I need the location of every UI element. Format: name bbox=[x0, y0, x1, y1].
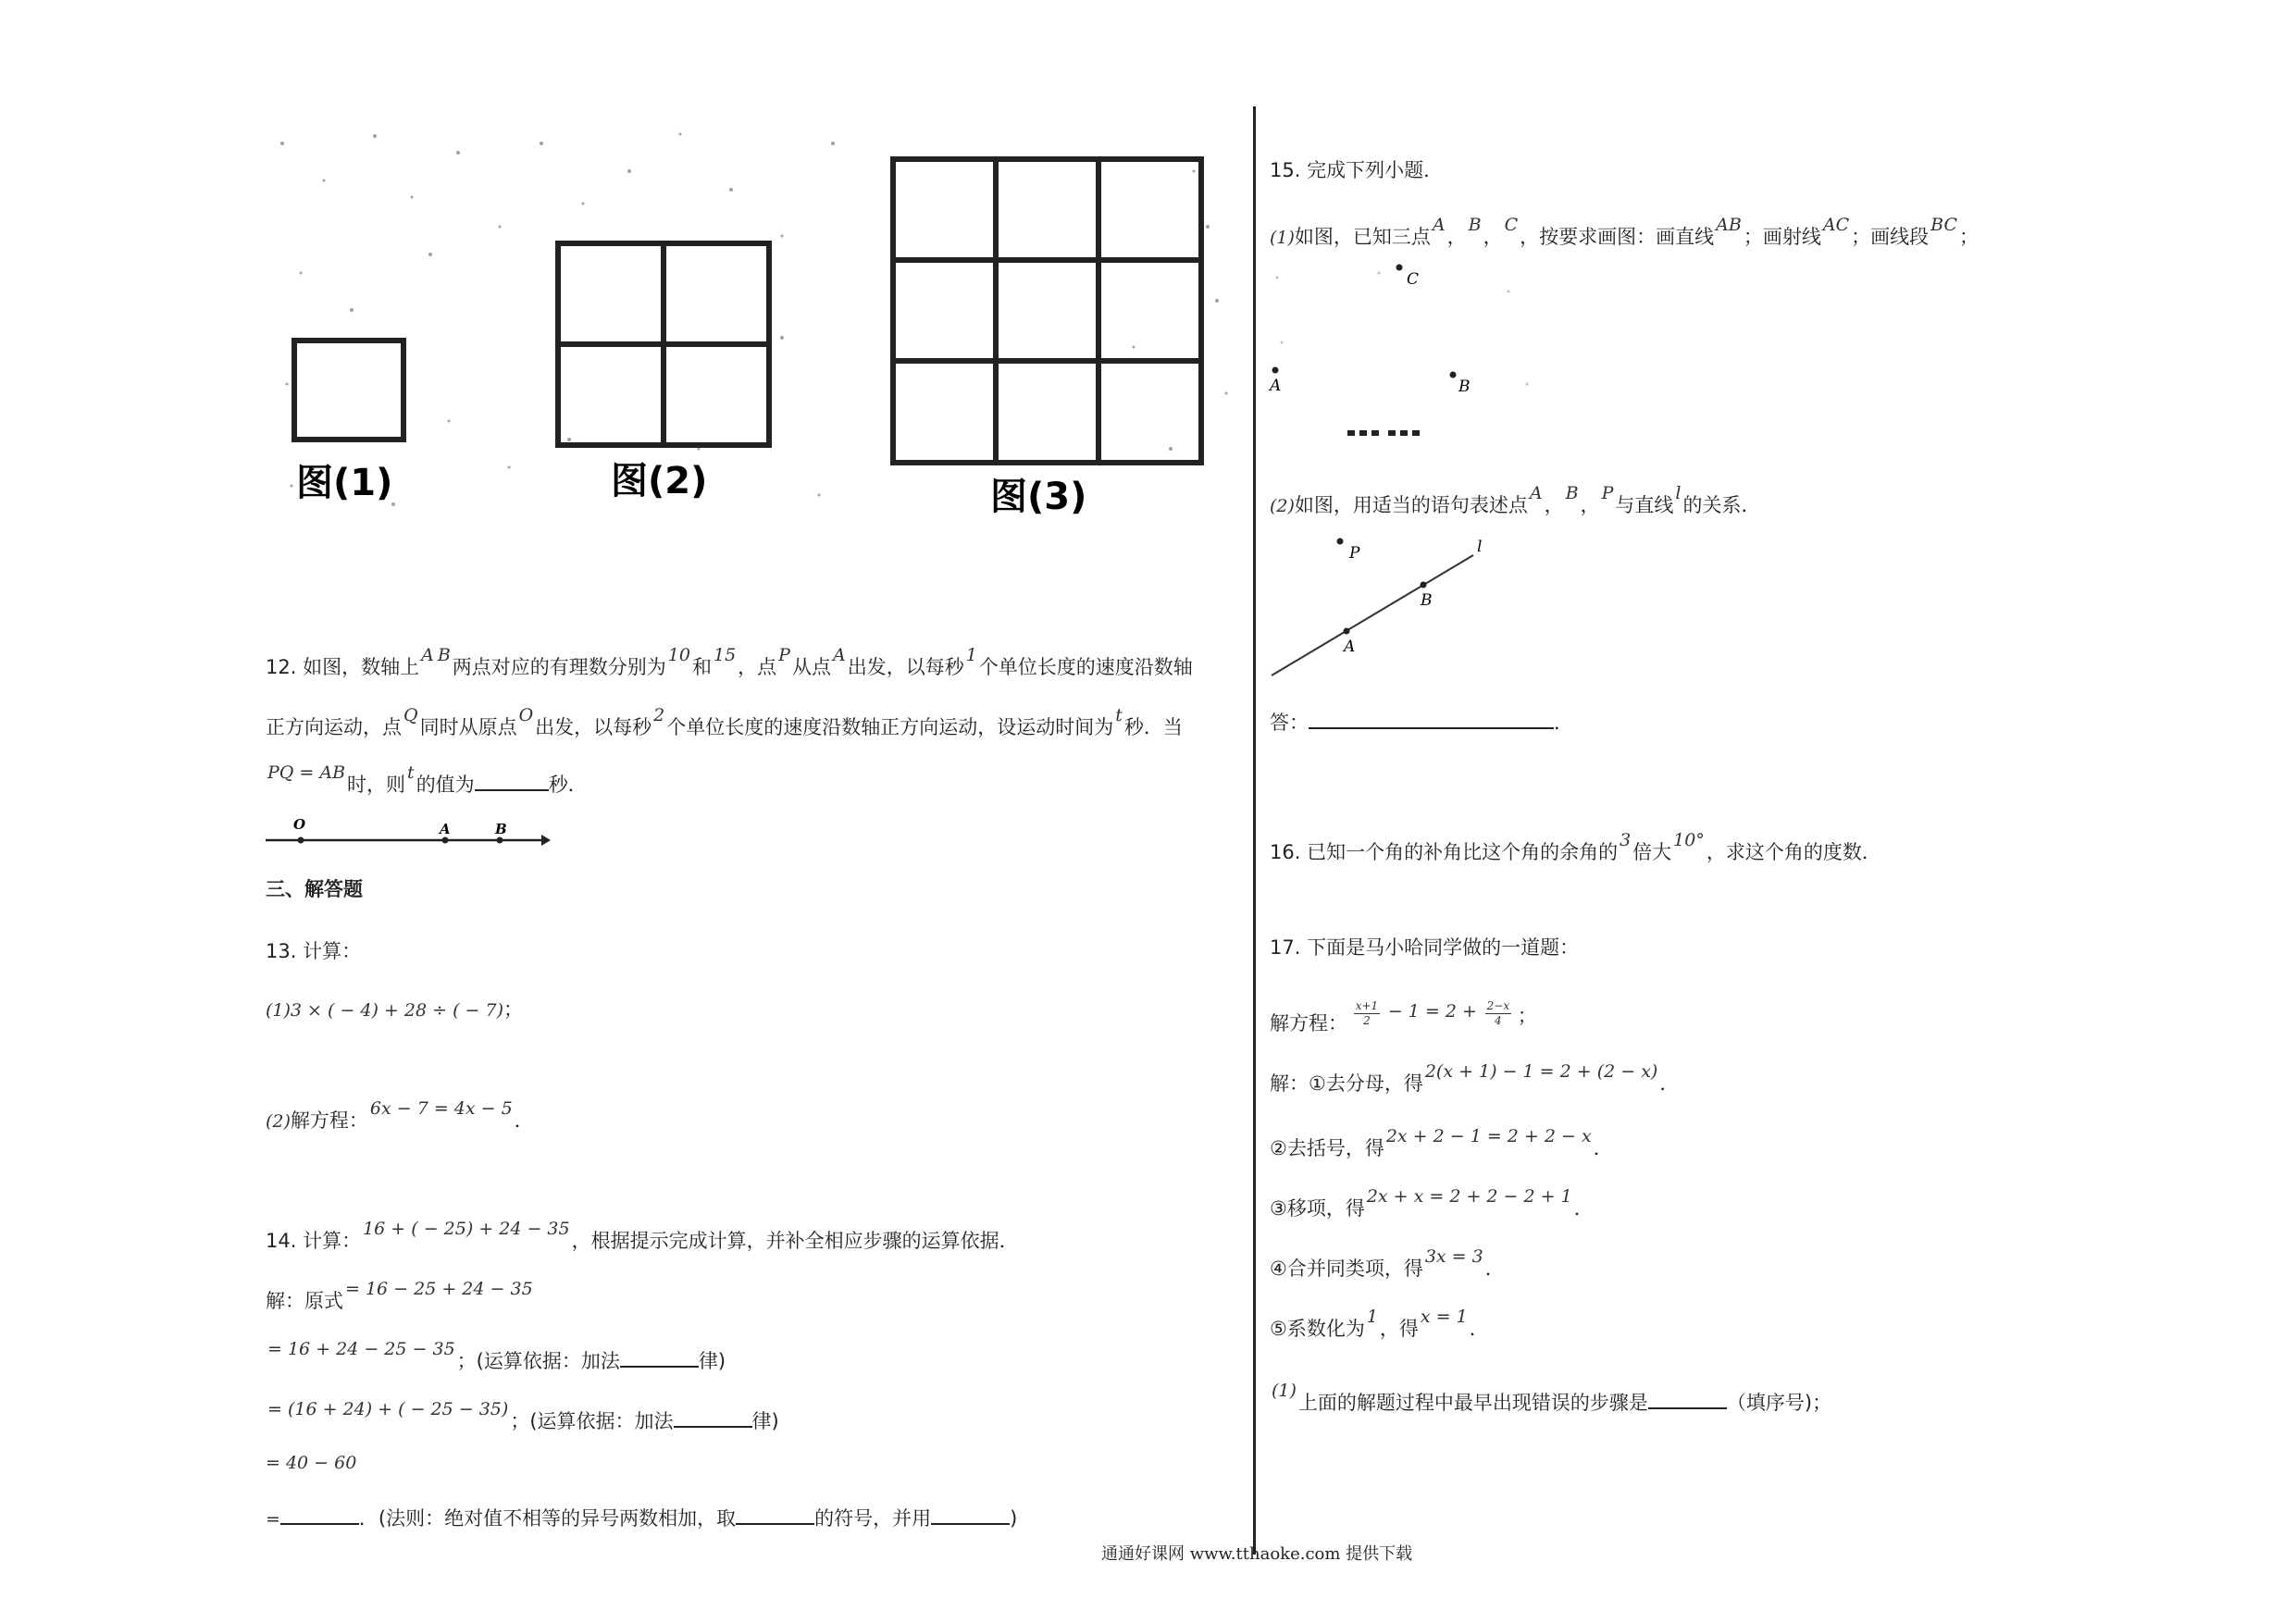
q12-line2: 正方向运动，点Q同时从原点O出发，以每秒2个单位长度的速度沿数轴正方向运动，设运动时间为t秒．当 bbox=[266, 705, 1183, 738]
footer-credit: 通通好课网 www.tthaoke.com 提供下载 bbox=[1101, 1544, 1413, 1564]
q15-part2: (2)如图，用适当的语句表述点A，B，P与直线l的关系． bbox=[1270, 483, 1761, 516]
q14-title: 14. 计算：16 + ( − 25) + 24 − 35，根据提示完成计算，并补全相应步骤的运算依据． bbox=[266, 1219, 1019, 1252]
q17-step3: ③移项，得2x + x = 2 + 2 − 2 + 1． bbox=[1270, 1186, 1594, 1220]
section-heading: 三、解答题 bbox=[266, 878, 363, 900]
q17-answer-blank[interactable] bbox=[1648, 1391, 1727, 1409]
point-a-label: A bbox=[1270, 377, 1282, 395]
q14-blank-3[interactable] bbox=[280, 1506, 359, 1525]
nl-label-b: B bbox=[495, 821, 507, 837]
q14-blank-4[interactable] bbox=[736, 1506, 814, 1525]
q12-line1: 12. 如图，数轴上A B两点对应的有理数分别为10和15，点P从点A出发，以每秒1个单位长度的速度沿数轴 bbox=[266, 645, 1193, 678]
q14-step1: 解：原式= 16 − 25 + 24 − 35 bbox=[266, 1279, 533, 1312]
q17-part1: (1)上面的解题过程中最早出现错误的步骤是 （填序号)； bbox=[1272, 1381, 1832, 1414]
point-c-label: C bbox=[1407, 270, 1420, 289]
q14-blank-2[interactable] bbox=[674, 1409, 752, 1428]
fig1-label: 图(1) bbox=[296, 462, 393, 504]
point-a: A bbox=[421, 645, 434, 665]
point-b: B bbox=[437, 645, 451, 665]
q17-equation: 解方程： $\frac{x+1}{2}$ − 1 = 2 + $\frac{2-x}{4}$ ； bbox=[1270, 998, 1537, 1035]
q14-step5: = ．(法则：绝对值不相等的异号两数相加，取 的符号，并用 ) bbox=[266, 1507, 1018, 1530]
q15-points-figure bbox=[1268, 254, 1545, 449]
q12-answer-blank[interactable] bbox=[475, 773, 549, 791]
q14-blank-1[interactable] bbox=[620, 1349, 699, 1368]
q16: 16. 已知一个角的补角比这个角的余角的3倍大10°，求这个角的度数． bbox=[1270, 830, 1881, 863]
grid-figures bbox=[264, 116, 1254, 532]
fig2-label: 图(2) bbox=[611, 460, 708, 502]
q13-part2: (2)解方程：6x − 7 = 4x − 5． bbox=[266, 1098, 534, 1132]
q14-step4: = 40 − 60 bbox=[266, 1453, 357, 1473]
fig2-label-l: l bbox=[1477, 538, 1483, 556]
q17-step5: ⑤系数化为1，得x = 1． bbox=[1270, 1307, 1489, 1340]
fig2-label-p: P bbox=[1349, 544, 1360, 563]
number-line bbox=[264, 814, 551, 851]
q17-step4: ④合并同类项，得3x = 3． bbox=[1270, 1246, 1505, 1280]
nl-label-a: A bbox=[440, 821, 451, 837]
q12-line3: PQ = AB时，则t的值为 秒． bbox=[267, 762, 588, 796]
nl-label-o: O bbox=[293, 816, 306, 833]
fig2-label-b: B bbox=[1421, 591, 1433, 610]
fig3-label: 图(3) bbox=[990, 476, 1087, 518]
q15-line-figure bbox=[1268, 527, 1508, 685]
q13-title: 13. 计算： bbox=[266, 940, 362, 962]
q14-blank-5[interactable] bbox=[931, 1506, 1010, 1525]
q17-title: 17. 下面是马小哈同学做的一道题： bbox=[1270, 936, 1580, 959]
fraction-2: $\frac{2-x}{4}$ bbox=[1486, 998, 1510, 1027]
q15-answer: 答： ． bbox=[1270, 712, 1573, 734]
q17-step1: 解：①去分母，得2(x + 1) − 1 = 2 + (2 − x)． bbox=[1270, 1061, 1680, 1095]
fraction-1: $\frac{x+1}{2}$ bbox=[1355, 998, 1379, 1027]
q17-step2: ②去括号，得2x + 2 − 1 = 2 + 2 − x． bbox=[1270, 1126, 1613, 1159]
q15-part1: (1)如图，已知三点A，B，C，按要求画图：画直线AB；画射线AC；画线段BC； bbox=[1270, 215, 1979, 248]
q15-answer-blank[interactable] bbox=[1309, 711, 1554, 729]
q15-title: 15. 完成下列小题． bbox=[1270, 159, 1444, 181]
q13-part1: (1)3 × ( − 4) + 28 ÷ ( − 7)； bbox=[266, 998, 524, 1021]
q14-step3: = (16 + 24) + ( − 25 − 35)；(运算依据：加法 律) bbox=[267, 1399, 779, 1432]
q14-step2: = 16 + 24 − 25 − 35；(运算依据：加法 律) bbox=[267, 1339, 726, 1372]
point-b-label: B bbox=[1458, 378, 1471, 396]
fig2-label-a: A bbox=[1344, 638, 1356, 656]
